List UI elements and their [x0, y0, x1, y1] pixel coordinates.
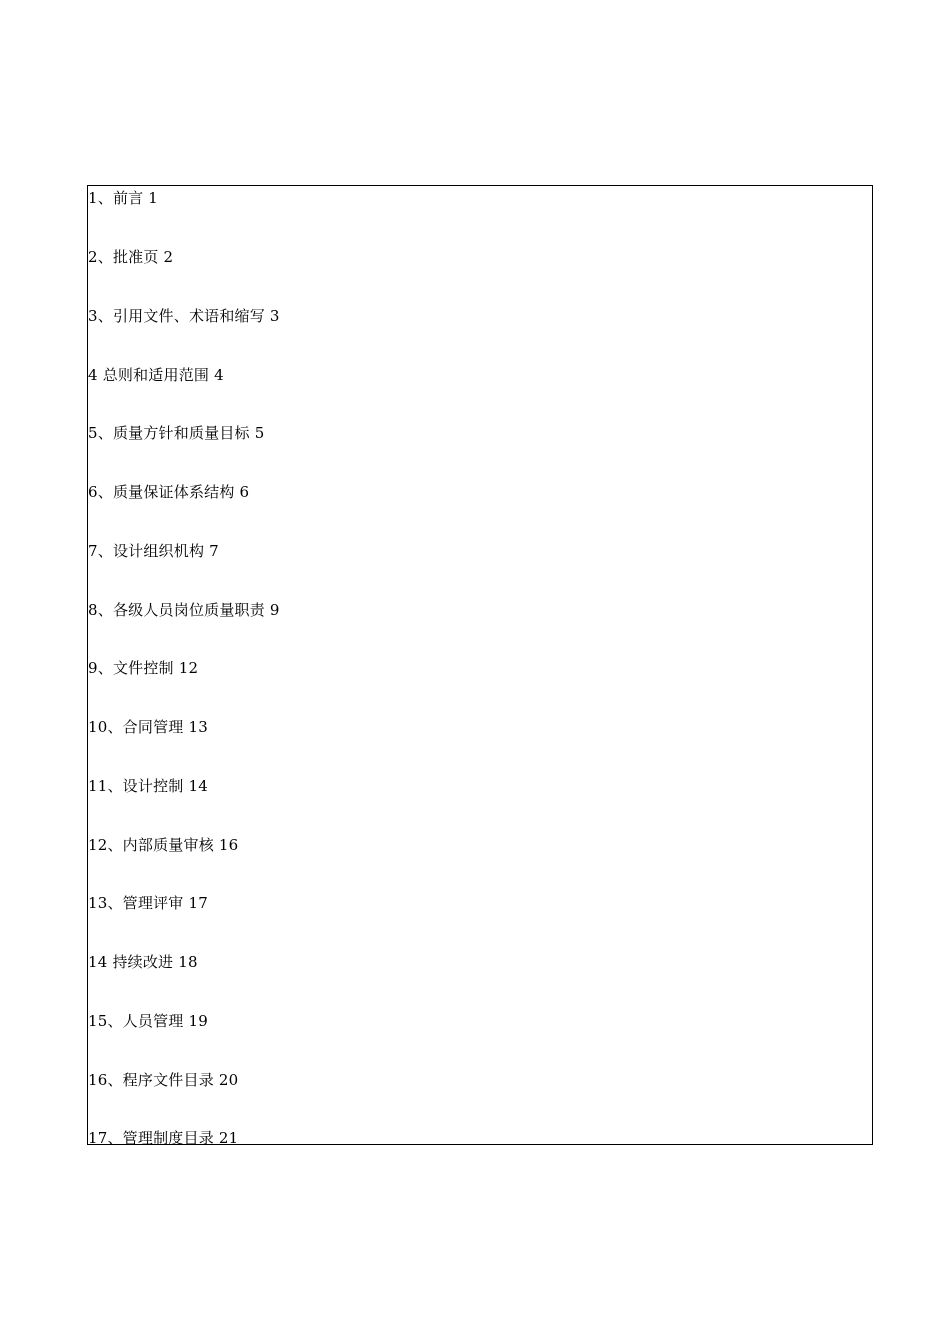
toc-entry[interactable]: 14 持续改进 18 — [88, 953, 198, 971]
toc-entry[interactable]: 6、质量保证体系结构 6 — [88, 483, 250, 501]
toc-entry[interactable]: 1、前言 1 — [88, 189, 159, 207]
toc-entry[interactable]: 16、程序文件目录 20 — [88, 1071, 239, 1089]
toc-entry[interactable]: 11、设计控制 14 — [88, 777, 208, 795]
toc-entry[interactable]: 15、人员管理 19 — [88, 1012, 208, 1030]
toc-entry[interactable]: 9、文件控制 12 — [88, 659, 199, 677]
toc-entry[interactable]: 10、合同管理 13 — [88, 718, 208, 736]
toc-entry[interactable]: 5、质量方针和质量目标 5 — [88, 424, 265, 442]
table-of-contents — [87, 185, 873, 1145]
toc-entry[interactable]: 7、设计组织机构 7 — [88, 542, 219, 560]
toc-entry[interactable]: 8、各级人员岗位质量职责 9 — [88, 601, 280, 619]
toc-entry[interactable]: 3、引用文件、术语和缩写 3 — [88, 307, 280, 325]
toc-entry[interactable]: 2、批准页 2 — [88, 248, 174, 266]
toc-entry[interactable]: 13、管理评审 17 — [88, 894, 208, 912]
toc-entry[interactable]: 12、内部质量审核 16 — [88, 836, 239, 854]
toc-entry[interactable]: 17、管理制度目录 21 — [88, 1129, 239, 1145]
toc-entry[interactable]: 4 总则和适用范围 4 — [88, 366, 224, 384]
